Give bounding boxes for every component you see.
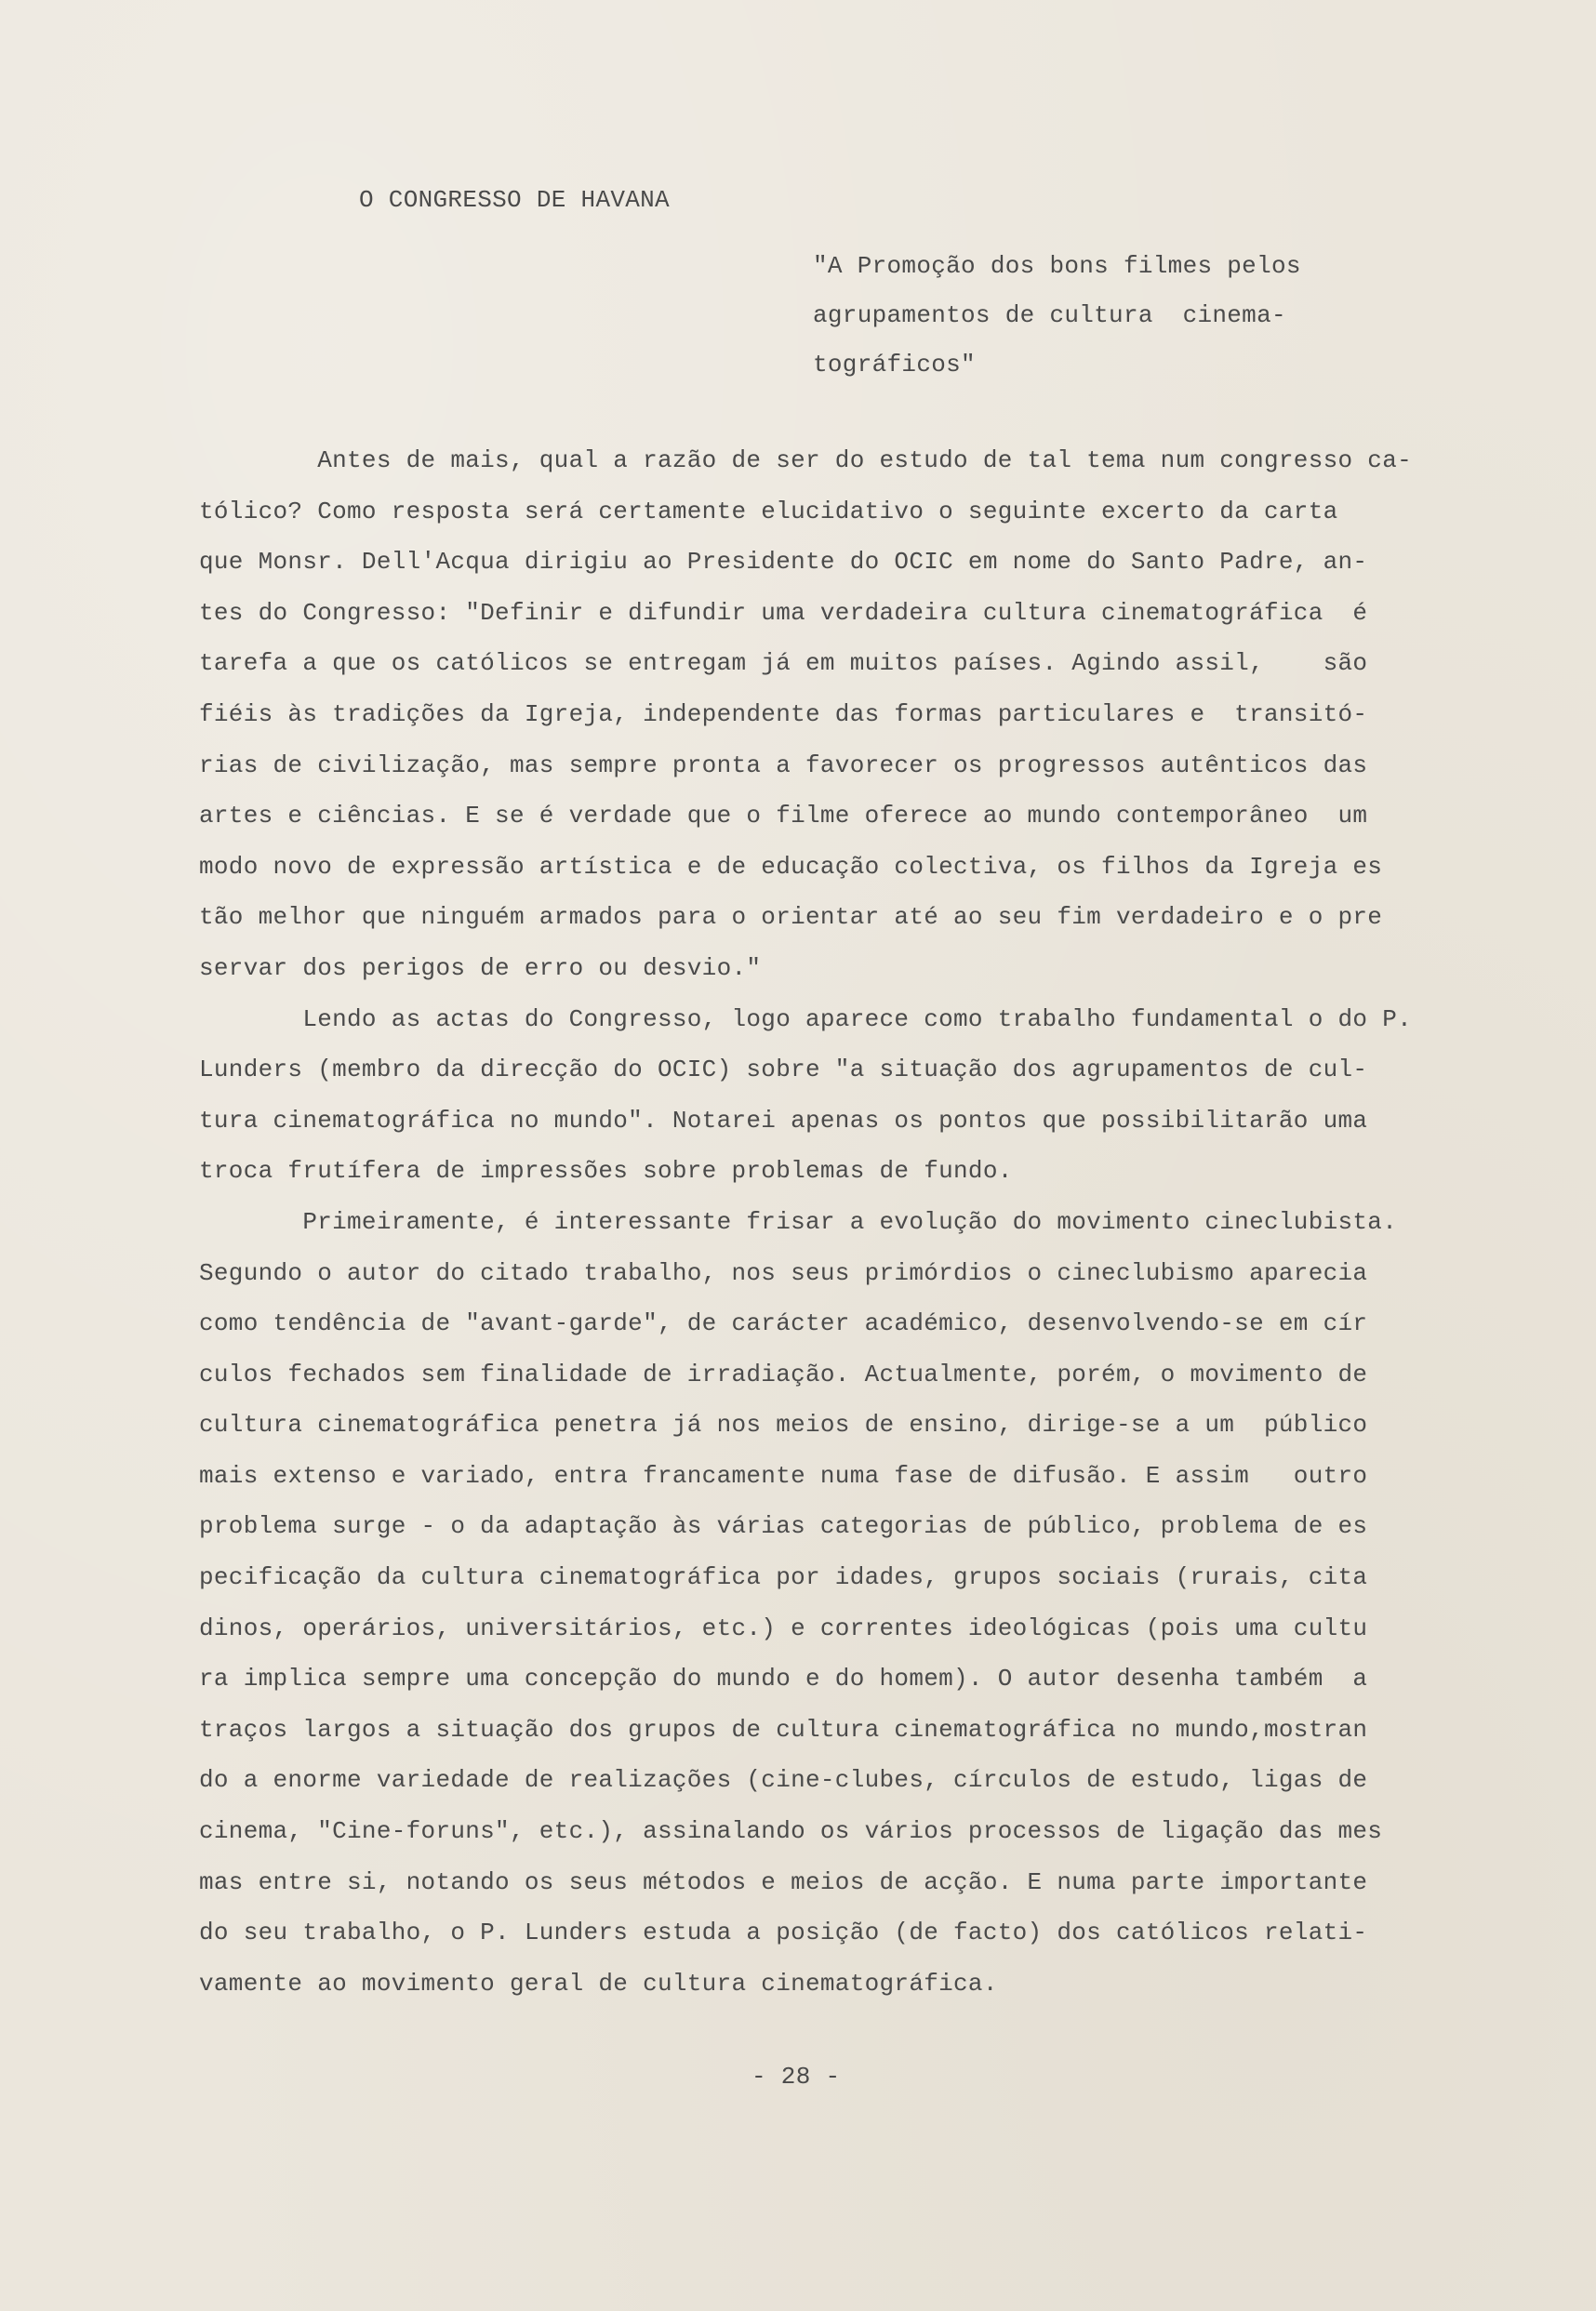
body-text: Antes de mais, qual a razão de ser do estudo de tal tema num congresso ca- tólico? Como resposta será certamente elucidativo o seguinte excerto da carta que Monsr. Dell'Acqua dirigiu ao Presidente do OCIC em nome do Santo Padre, an- tes do Congresso: "Definir e difundir uma verdadeira cultura cinematográfica é tarefa a que os católicos se entregam já em muitos países. Agindo assil, são fiéis às tradições da Igreja, independente das formas particulares e transitó- rias de civilização, mas sempre pronta a favorecer os progressos autênticos das artes e ciências. E se é verdade que o filme oferece ao mundo contemporâneo um modo novo de expressão artística e de educação colectiva, os filhos da Igreja es tão melhor que ninguém armados para o orientar até ao seu fim verdadeiro e o pre servar dos perigos de erro ou desvio." Lendo as actas do Congresso, logo aparece como trabalho fundamental o do P. Lunders (membro da direcção do OCIC) sobre "a situação dos agrupamentos de cul- tura cinematográfica no mundo". Notarei apenas os pontos que possibilitarão uma troca frutífera de impressões sobre problemas de fundo. Primeiramente, é interessante frisar a evolução do movimento cineclubista. Segundo o autor do citado trabalho, nos seus primórdios o cineclubismo aparecia como tendência de "avant-garde", de carácter académico, desenvolvendo-se em cír culos fechados sem finalidade de irradiação. Actualmente, porém, o movimento de cultura cinematográfica penetra já nos meios de ensino, dirige-se a um público mais extenso e variado, entra francamente numa fase de difusão. E assim outro problema surge - o da adaptação às várias categorias de público, problema de es pecificação da cultura cinematográfica por idades, grupos sociais (rurais, cita dinos, operários, universitários, etc.) e correntes ideológicas (pois uma cultu ra implica sempre uma concepção do mundo e do homem). O autor desenha também a traços largos a situação dos grupos de cultura cinematográfica no mundo,mostran do a enorme variedade de realizações (cine-clubes, círculos de estudo, ligas de cinema, "Cine-foruns", etc.), assinalando os vários processos de ligação das mes mas entre si, notando os seus métodos e meios de acção. E numa parte importante do seu trabalho, o P. Lunders estuda a posição (de facto) dos católicos relati- vamente ao movimento geral de cultura cinematográfica. <box>199 446 1413 1998</box>
page-number: - 28 - <box>751 2063 841 2091</box>
document-title: O CONGRESSO DE HAVANA <box>359 186 670 214</box>
epigraph-quote: "A Promoção dos bons filmes pelos agrupamentos de cultura cinema- tográficos" <box>813 252 1301 379</box>
